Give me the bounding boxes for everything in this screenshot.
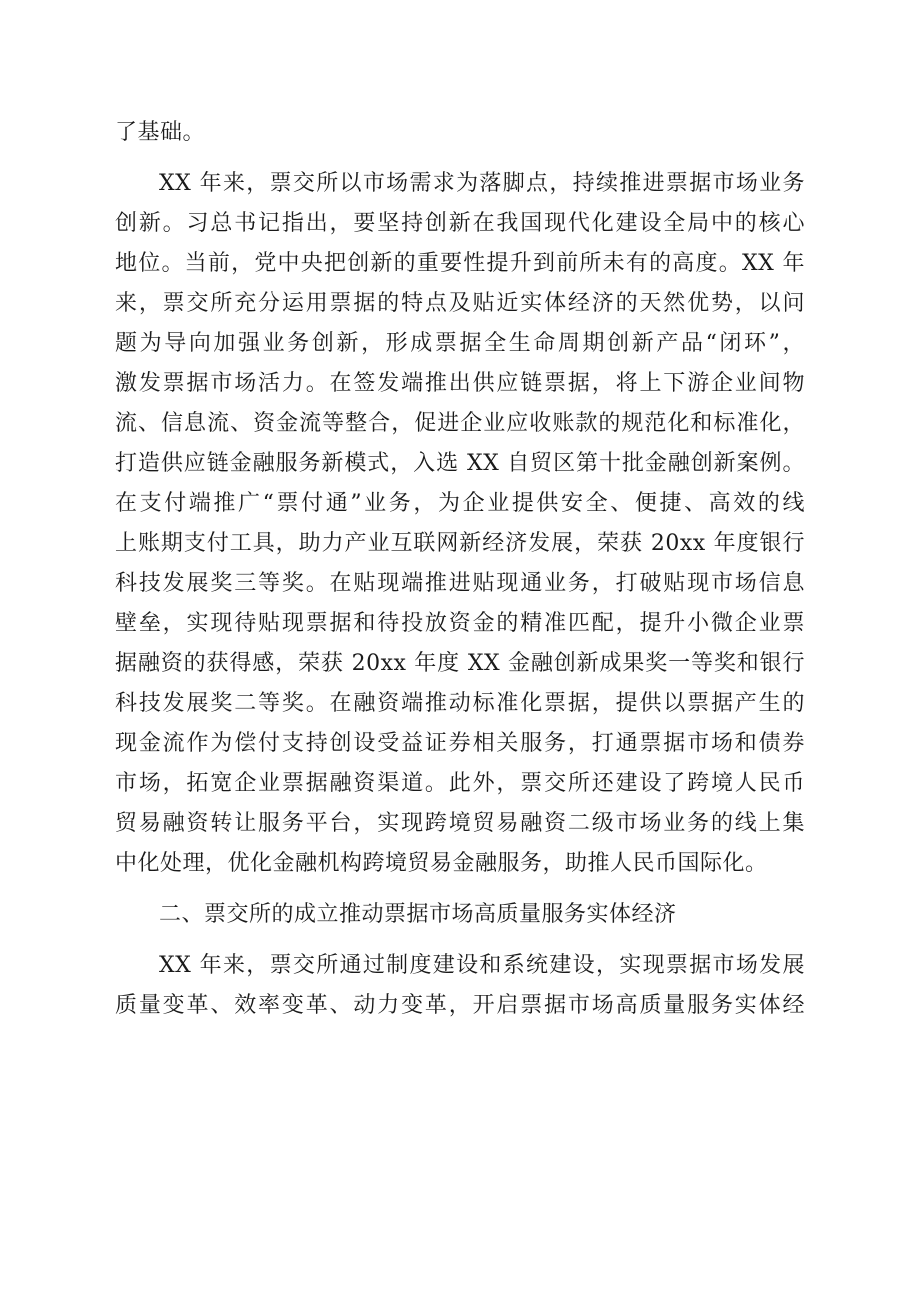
paragraph-innovation bbox=[115, 164, 805, 884]
text-line: 题为导向加强业务创新，形成票据全生命周期创新产品“闭环”， bbox=[115, 331, 805, 356]
paragraph-spacer bbox=[115, 884, 805, 895]
text-line: 中化处理，优化金融机构跨境贸易金融服务，助推人民币国际化。 bbox=[115, 851, 768, 876]
section-heading: 二、票交所的成立推动票据市场高质量服务实体经济 bbox=[159, 902, 677, 927]
text-line: 壁垒，实现待贴现票据和待投放资金的精准匹配，提升小微企业票 bbox=[115, 611, 805, 636]
text-line: 贸易融资转让服务平台，实现跨境贸易融资二级市场业务的线上集 bbox=[115, 811, 805, 836]
text-line: 科技发展奖三等奖。在贴现端推进贴现通业务，打破贴现市场信息 bbox=[115, 571, 805, 596]
text-line: 打造供应链金融服务新模式，入选 XX 自贸区第十批金融创新案例。 bbox=[115, 451, 805, 476]
text-line: 激发票据市场活力。在签发端推出供应链票据，将上下游企业间物 bbox=[115, 371, 805, 396]
paragraph-continuation bbox=[115, 113, 805, 153]
paragraph-high-quality bbox=[115, 946, 805, 1026]
text-line: 上账期支付工具，助力产业互联网新经济发展，荣获 20xx 年度银行 bbox=[115, 531, 805, 556]
text-line: 现金流作为偿付支持创设受益证券相关服务，打通票据市场和债券 bbox=[115, 731, 805, 756]
document-body bbox=[115, 113, 805, 1026]
text-line: 市场，拓宽企业票据融资渠道。此外，票交所还建设了跨境人民币 bbox=[115, 771, 805, 796]
paragraph-spacer bbox=[115, 935, 805, 946]
text-line: 科技发展奖二等奖。在融资端推动标准化票据，提供以票据产生的 bbox=[115, 691, 805, 716]
paragraph-spacer bbox=[115, 153, 805, 164]
text-line: XX 年来，票交所以市场需求为落脚点，持续推进票据市场业务 bbox=[159, 171, 805, 196]
text-line: 据融资的获得感，荣获 20xx 年度 XX 金融创新成果奖一等奖和银行 bbox=[115, 651, 805, 676]
text-line: 地位。当前，党中央把创新的重要性提升到前所未有的高度。XX 年 bbox=[115, 251, 805, 276]
text-line: XX 年来，票交所通过制度建设和系统建设，实现票据市场发展 bbox=[159, 953, 805, 978]
text-line: 在支付端推广“票付通”业务，为企业提供安全、便捷、高效的线 bbox=[115, 491, 805, 516]
text-line: 流、信息流、资金流等整合，促进企业应收账款的规范化和标准化， bbox=[115, 411, 805, 436]
text-line: 来，票交所充分运用票据的特点及贴近实体经济的天然优势，以问 bbox=[115, 291, 805, 316]
text-line: 了基础。 bbox=[115, 120, 206, 145]
text-line: 创新。习总书记指出，要坚持创新在我国现代化建设全局中的核心 bbox=[115, 211, 805, 236]
text-line: 质量变革、效率变革、动力变革，开启票据市场高质量服务实体经 bbox=[115, 993, 805, 1018]
